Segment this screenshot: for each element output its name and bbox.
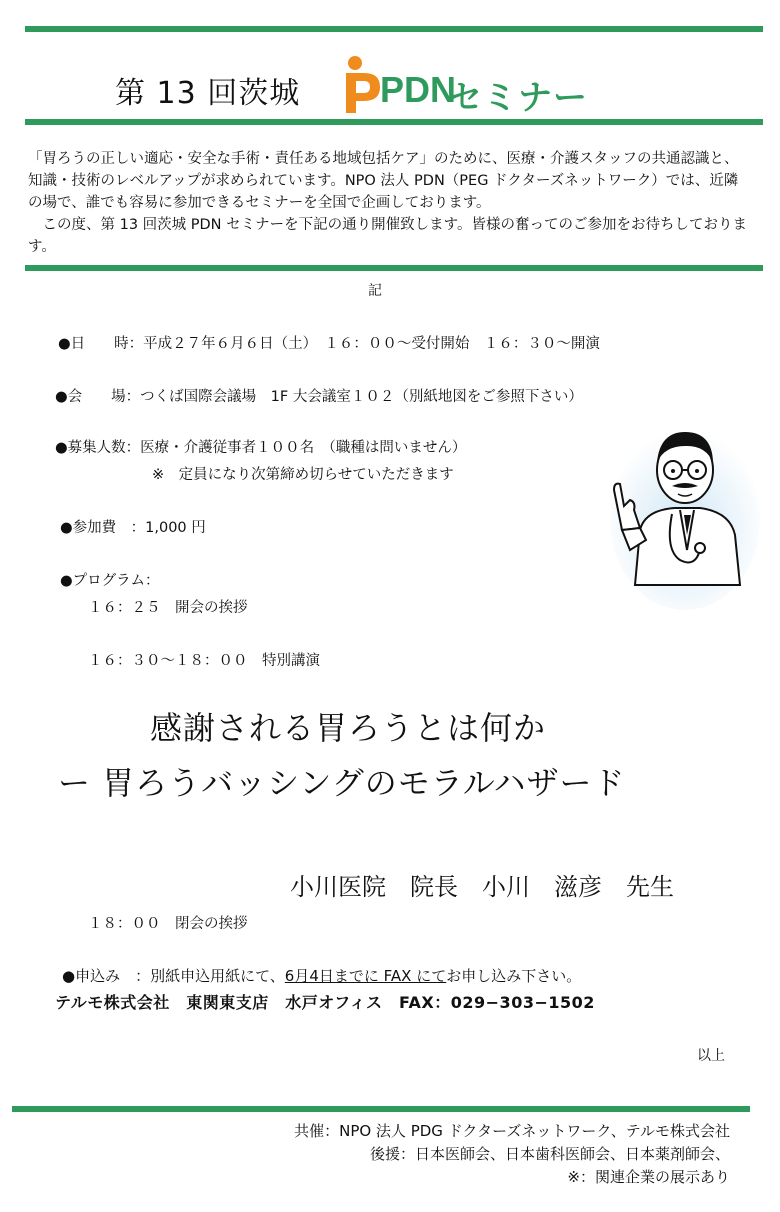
sponsor-line-3: ※：関連企業の展示あり — [567, 1168, 730, 1186]
event-capacity: ●募集人数：医療・介護従事者１００名 （職種は問いません） — [55, 440, 467, 456]
program-item-opening: １６：２５ 開会の挨拶 — [88, 600, 248, 616]
application-suffix: お申し込み下さい。 — [446, 967, 582, 985]
application-deadline: 6月4日までに FAX にて — [284, 967, 447, 985]
program-label: ●プログラム： — [60, 573, 160, 589]
top-divider — [25, 26, 763, 32]
speaker-name: 小川医院 院長 小川 滋彦 先生 — [290, 873, 674, 901]
lecture-title-line-2: ー 胃ろうバッシングのモラルハザード — [58, 764, 626, 802]
sponsor-line-1: 共催：NPO 法人 PDG ドクターズネットワーク、テルモ株式会社 — [294, 1122, 730, 1140]
application-prefix: ●申込み ：別紙申込用紙にて、 — [62, 967, 285, 985]
program-item-lecture: １６：３０～１８：００ 特別講演 — [88, 653, 320, 669]
contact-fax: テルモ株式会社 東関東支店 水戸オフィス FAX：029−303−1502 — [55, 993, 595, 1012]
footer-divider — [12, 1106, 750, 1112]
event-fee: ●参加費 ：1,000 円 — [60, 520, 206, 536]
page-title: 第 13 回茨城 — [115, 76, 301, 111]
brand-pdn: PDN — [380, 69, 457, 110]
capacity-note: ※ 定員になり次第締め切らせていただきます — [152, 467, 454, 483]
sponsor-line-2: 後援：日本医師会、日本歯科医師会、日本薬剤師会、 — [369, 1145, 730, 1163]
intro-paragraph-1: 「胃ろうの正しい適応・安全な手術・責任ある地域包括ケア」のために、医療・介護スタッフの共通認識と、知識・技術のレベルアップが求められています。NPO 法人 PDN（PEG ドクターズネットワーク）では、近隣の場で、誰でも容易に参加できるセミナーを全国で企画しております。 — [28, 151, 739, 211]
lecture-title-line-1: 感謝される胃ろうとは何か — [150, 709, 547, 747]
doctor-illustration — [600, 410, 760, 610]
event-date: ●日 時：平成２７年６月６日（土） １６：００～受付開始 １６：３０～開演 — [58, 336, 600, 352]
brand-seminar: セミナー — [448, 78, 588, 118]
intro-paragraph-2: この度、第 13 回茨城 PDN セミナーを下記の通り開催致します。皆様の奮ってのご参加をお待ちしております。 — [28, 217, 747, 255]
header-divider — [25, 119, 763, 125]
closing-mark: 以上 — [697, 1048, 725, 1064]
program-item-closing: １８：００ 閉会の挨拶 — [88, 916, 248, 932]
intro-text — [28, 148, 748, 258]
application-info — [62, 965, 581, 986]
ki-heading: 記 — [368, 283, 382, 299]
event-venue: ●会 場：つくば国際会議場 1F 大会議室１０２（別紙地図をご参照下さい） — [55, 389, 583, 405]
intro-divider — [25, 265, 763, 271]
